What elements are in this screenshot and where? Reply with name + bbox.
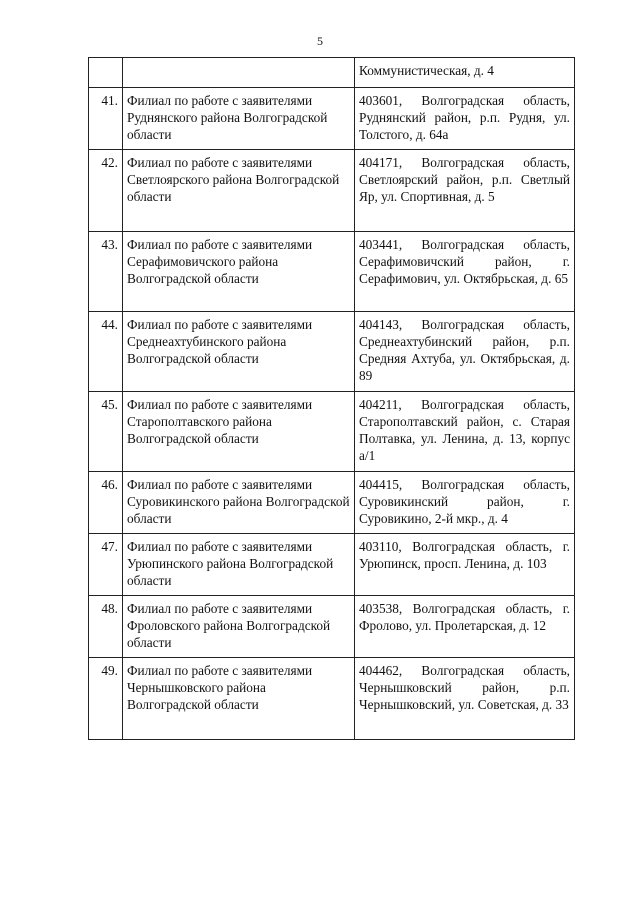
branch-name: Филиал по работе с заявителями Суровикинского района Волгоградской области bbox=[123, 472, 355, 534]
branch-name bbox=[123, 58, 355, 88]
row-number: 45. bbox=[89, 392, 123, 472]
branch-address: 403110, Волгоградская область, г. Урюпинск, просп. Ленина, д. 103 bbox=[355, 534, 575, 596]
row-number: 48. bbox=[89, 596, 123, 658]
branch-address: 404211, Волгоградская область, Старополтавский район, с. Старая Полтавка, ул. Ленина, д. 13, корпус а/1 bbox=[355, 392, 575, 472]
table-row bbox=[89, 150, 575, 232]
table-row bbox=[89, 88, 575, 150]
branch-address: 404171, Волгоградская область, Светлоярский район, р.п. Светлый Яр, ул. Спортивная, д. 5 bbox=[355, 150, 575, 232]
table-row bbox=[89, 658, 575, 740]
row-number bbox=[89, 58, 123, 88]
row-number: 43. bbox=[89, 232, 123, 312]
branch-name: Филиал по работе с заявителями Старополтавского района Волгоградской области bbox=[123, 392, 355, 472]
branch-address: 403601, Волгоградская область, Руднянский район, р.п. Рудня, ул. Толстого, д. 64а bbox=[355, 88, 575, 150]
branch-address: 404462, Волгоградская область, Чернышковский район, р.п. Чернышковский, ул. Советская, д. 33 bbox=[355, 658, 575, 740]
page-number: 5 bbox=[317, 34, 323, 48]
table-row bbox=[89, 596, 575, 658]
branch-name: Филиал по работе с заявителями Урюпинского района Волгоградской области bbox=[123, 534, 355, 596]
table-row bbox=[89, 58, 575, 88]
branch-address: 403538, Волгоградская область, г. Фролово, ул. Пролетарская, д. 12 bbox=[355, 596, 575, 658]
table-row bbox=[89, 392, 575, 472]
branch-name: Филиал по работе с заявителями Чернышковского района Волгоградской области bbox=[123, 658, 355, 740]
row-number: 44. bbox=[89, 312, 123, 392]
branch-name: Филиал по работе с заявителями Светлоярского района Волгоградской области bbox=[123, 150, 355, 232]
row-number: 46. bbox=[89, 472, 123, 534]
table-row bbox=[89, 534, 575, 596]
row-number: 49. bbox=[89, 658, 123, 740]
row-number: 42. bbox=[89, 150, 123, 232]
branch-address: Коммунистическая, д. 4 bbox=[355, 58, 575, 88]
row-number: 41. bbox=[89, 88, 123, 150]
table-row bbox=[89, 232, 575, 312]
table-row bbox=[89, 472, 575, 534]
branch-name: Филиал по работе с заявителями Серафимовичского района Волгоградской области bbox=[123, 232, 355, 312]
branch-address: 404143, Волгоградская область, Среднеахтубинский район, р.п. Средняя Ахтуба, ул. Октябрьская, д. 89 bbox=[355, 312, 575, 392]
row-number: 47. bbox=[89, 534, 123, 596]
branch-address: 404415, Волгоградская область, Суровикинский район, г. Суровикино, 2-й мкр., д. 4 bbox=[355, 472, 575, 534]
branch-table bbox=[88, 57, 575, 740]
branch-name: Филиал по работе с заявителями Руднянского района Волгоградской области bbox=[123, 88, 355, 150]
branch-name: Филиал по работе с заявителями Среднеахтубинского района Волгоградской области bbox=[123, 312, 355, 392]
branch-address: 403441, Волгоградская область, Серафимовичский район, г. Серафимович, ул. Октябрьская, д. 65 bbox=[355, 232, 575, 312]
table-row bbox=[89, 312, 575, 392]
branch-name: Филиал по работе с заявителями Фроловского района Волгоградской области bbox=[123, 596, 355, 658]
